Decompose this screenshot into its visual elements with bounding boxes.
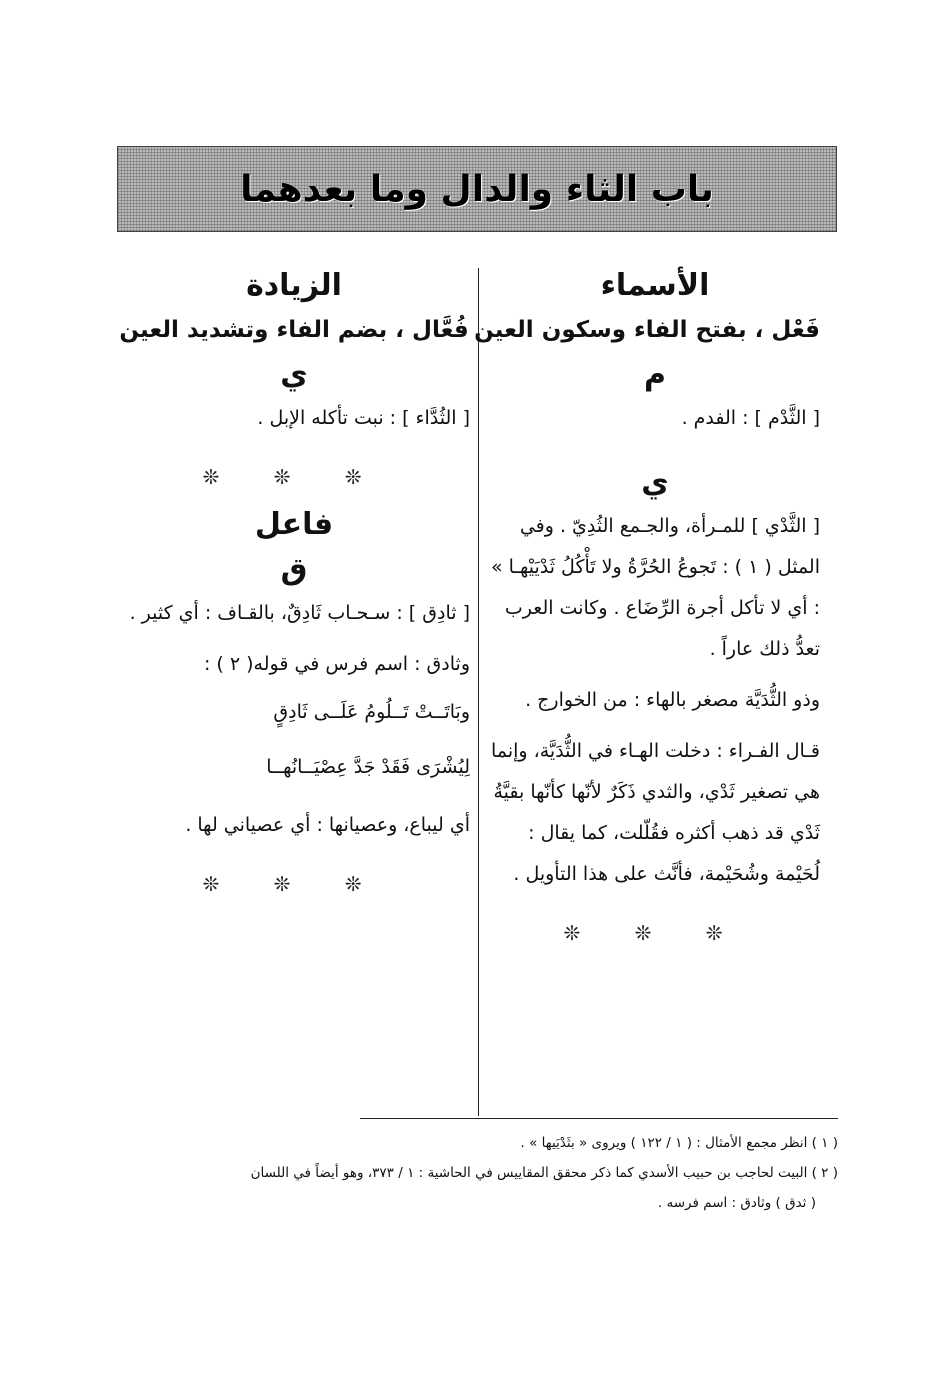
footnote-rule: [360, 1118, 838, 1119]
right-column: [474, 268, 820, 963]
left-column: [118, 268, 470, 914]
section-separator: ❊ ❊ ❊: [202, 872, 386, 896]
verse-line: وبَاتَــتْ تَــلُومُ عَلَــى ثَادِقٍ: [273, 701, 470, 723]
section-title-asma: الأسماء: [600, 268, 710, 303]
pattern-heading: فَعْل ، بفتح الفاء وسكون العين: [474, 317, 820, 343]
footnote-2-continued: ( ثدق ) وثادق : اسم فرسه .: [657, 1195, 816, 1211]
letter-heading-y: ي: [641, 465, 669, 500]
column-divider: [478, 268, 479, 1116]
letter-heading-m: م: [644, 357, 666, 392]
footnote-2: ( ٢ ) البيت لحاجب بن حبيب الأسدي كما ذكر محقق المقاييس في الحاشية : ١ / ٣٧٣، وهو أيضاً في اللسان: [250, 1165, 838, 1181]
letter-heading-q: ق: [280, 552, 308, 587]
section-separator: ❊ ❊ ❊: [563, 921, 747, 945]
entry-thady: [ الثَّدْي ] للمـرأة، والجـمع الثُدِيّ . وفي المثل ( ١ ) : تَجوعُ الحُرَّةُ ولا تَأْكُلُ ثَدْيَيْهـا » : أي لا تأكل أجرة الرِّضَاع . وكانت العرب تعدُّ ذلك عاراً .: [490, 515, 820, 660]
entry-wathadiq: وثادق : اسم فرس في قوله( ٢ ) :: [203, 653, 470, 675]
entry-thadm: [ الثَّدْم ] : الفدم .: [681, 407, 820, 429]
entry-farra: قـال الفـراء : دخلت الهـاء في الثُّدَيَّة، وإنما هي تصغير ثَدْي، والثدي ذَكَرٌ لأنّها كأنّها بقيَّةُ ثَدْي قد ذهب أكثره فقُلّلت، كما يقال : لُحَيْمة وشُحَيْمة، فأنَّث على هذا التأويل .: [491, 740, 820, 885]
chapter-title: باب الثاء والدال وما بعدهما: [240, 168, 714, 210]
entry-thadiq: [ ثادِق ] : سـحـاب ثَادِقٌ، بالقـاف : أي كثير .: [129, 602, 470, 624]
footnote-1: ( ١ ) انظر مجمع الأمثال : ( ١ / ١٢٢ ) ويروى « بثَدْيَيها » .: [520, 1135, 838, 1151]
footnotes: [117, 1128, 838, 1218]
entry-explanation: أي ليباع، وعصيانها : أي عصياني لها .: [185, 814, 470, 836]
chapter-banner: [117, 146, 837, 232]
pattern-heading: فُعَّال ، بضم الفاء وتشديد العين: [119, 317, 469, 343]
section-title-ziyada: الزيادة: [246, 268, 342, 303]
section-separator: ❊ ❊ ❊: [202, 465, 386, 489]
entry-thudayya: وذو الثُّدَيَّة مصغر بالهاء : من الخوارج .: [525, 689, 820, 711]
entry-thuddaa: [ الثُدَّاء ] : نبت تأكله الإبل .: [257, 407, 470, 429]
letter-heading-y: ي: [280, 357, 308, 392]
pattern-heading-faail: فاعل: [254, 507, 334, 542]
verse-line: لِيُشْرَى فَقَدْ جَدَّ عِصْيَــانُهــا: [266, 756, 470, 778]
